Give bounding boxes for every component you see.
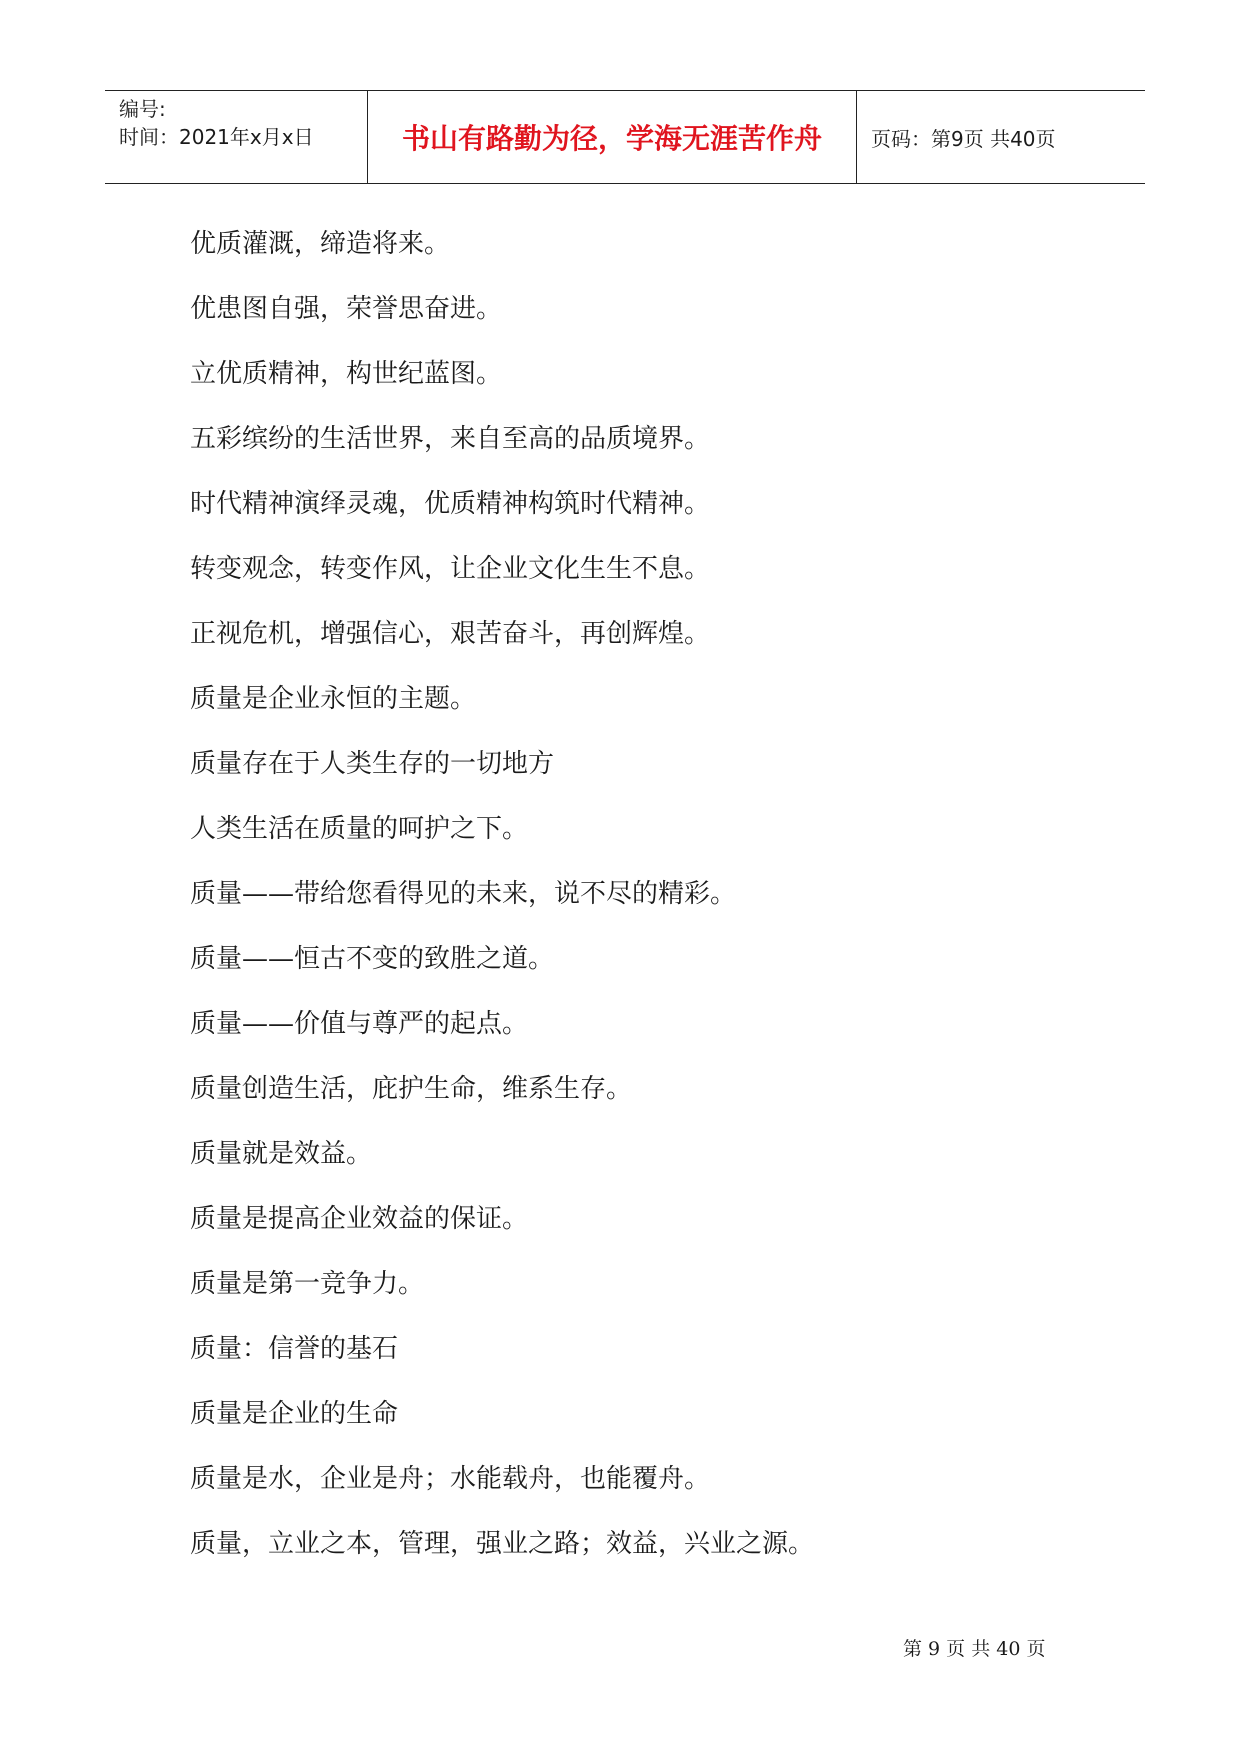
text-line: 质量是提高企业效益的保证。 [190,1204,529,1234]
text-line: 质量，立业之本，管理，强业之路；效益，兴业之源。 [190,1529,815,1559]
text-line: 质量——带给您看得见的未来，说不尽的精彩。 [190,879,737,909]
text-line: 正视危机，增强信心，艰苦奋斗，再创辉煌。 [190,619,711,649]
header-page-info: 页码：第9页 共40页 [871,126,1056,151]
page-footer: 第 9 页 共 40 页 [903,1638,1046,1660]
text-line: 质量：信誉的基石 [190,1334,399,1364]
body-text [190,222,814,1587]
text-line: 质量就是效益。 [190,1139,373,1169]
text-line: 优质灌溉，缔造将来。 [190,229,451,259]
text-line: 五彩缤纷的生活世界，来自至高的品质境界。 [190,424,711,454]
text-line: 质量——价值与尊严的起点。 [190,1009,529,1039]
header-motto: 书山有路勤为径，学海无涯苦作舟 [368,91,857,183]
text-line: 质量是水，企业是舟；水能载舟，也能覆舟。 [190,1464,711,1494]
text-line: 转变观念，转变作风，让企业文化生生不息。 [190,554,711,584]
text-line: 质量是企业的生命 [190,1399,399,1429]
text-line: 立优质精神，构世纪蓝图。 [190,359,503,389]
text-line: 时代精神演绎灵魂，优质精神构筑时代精神。 [190,489,711,519]
header-meta [105,91,368,183]
text-line: 人类生活在质量的呵护之下。 [190,814,529,844]
text-line: 质量创造生活，庇护生命，维系生存。 [190,1074,633,1104]
text-line: 质量是第一竞争力。 [190,1269,425,1299]
text-line: 优患图自强，荣誉思奋进。 [190,294,503,324]
text-line: 质量是企业永恒的主题。 [190,684,477,714]
text-line: 质量存在于人类生存的一切地方 [190,749,555,779]
text-line: 质量——恒古不变的致胜之道。 [190,944,555,974]
number-label: 编号: [119,97,166,121]
page-header [105,90,1145,184]
time-label: 时间：2021年x月x日 [119,125,314,149]
